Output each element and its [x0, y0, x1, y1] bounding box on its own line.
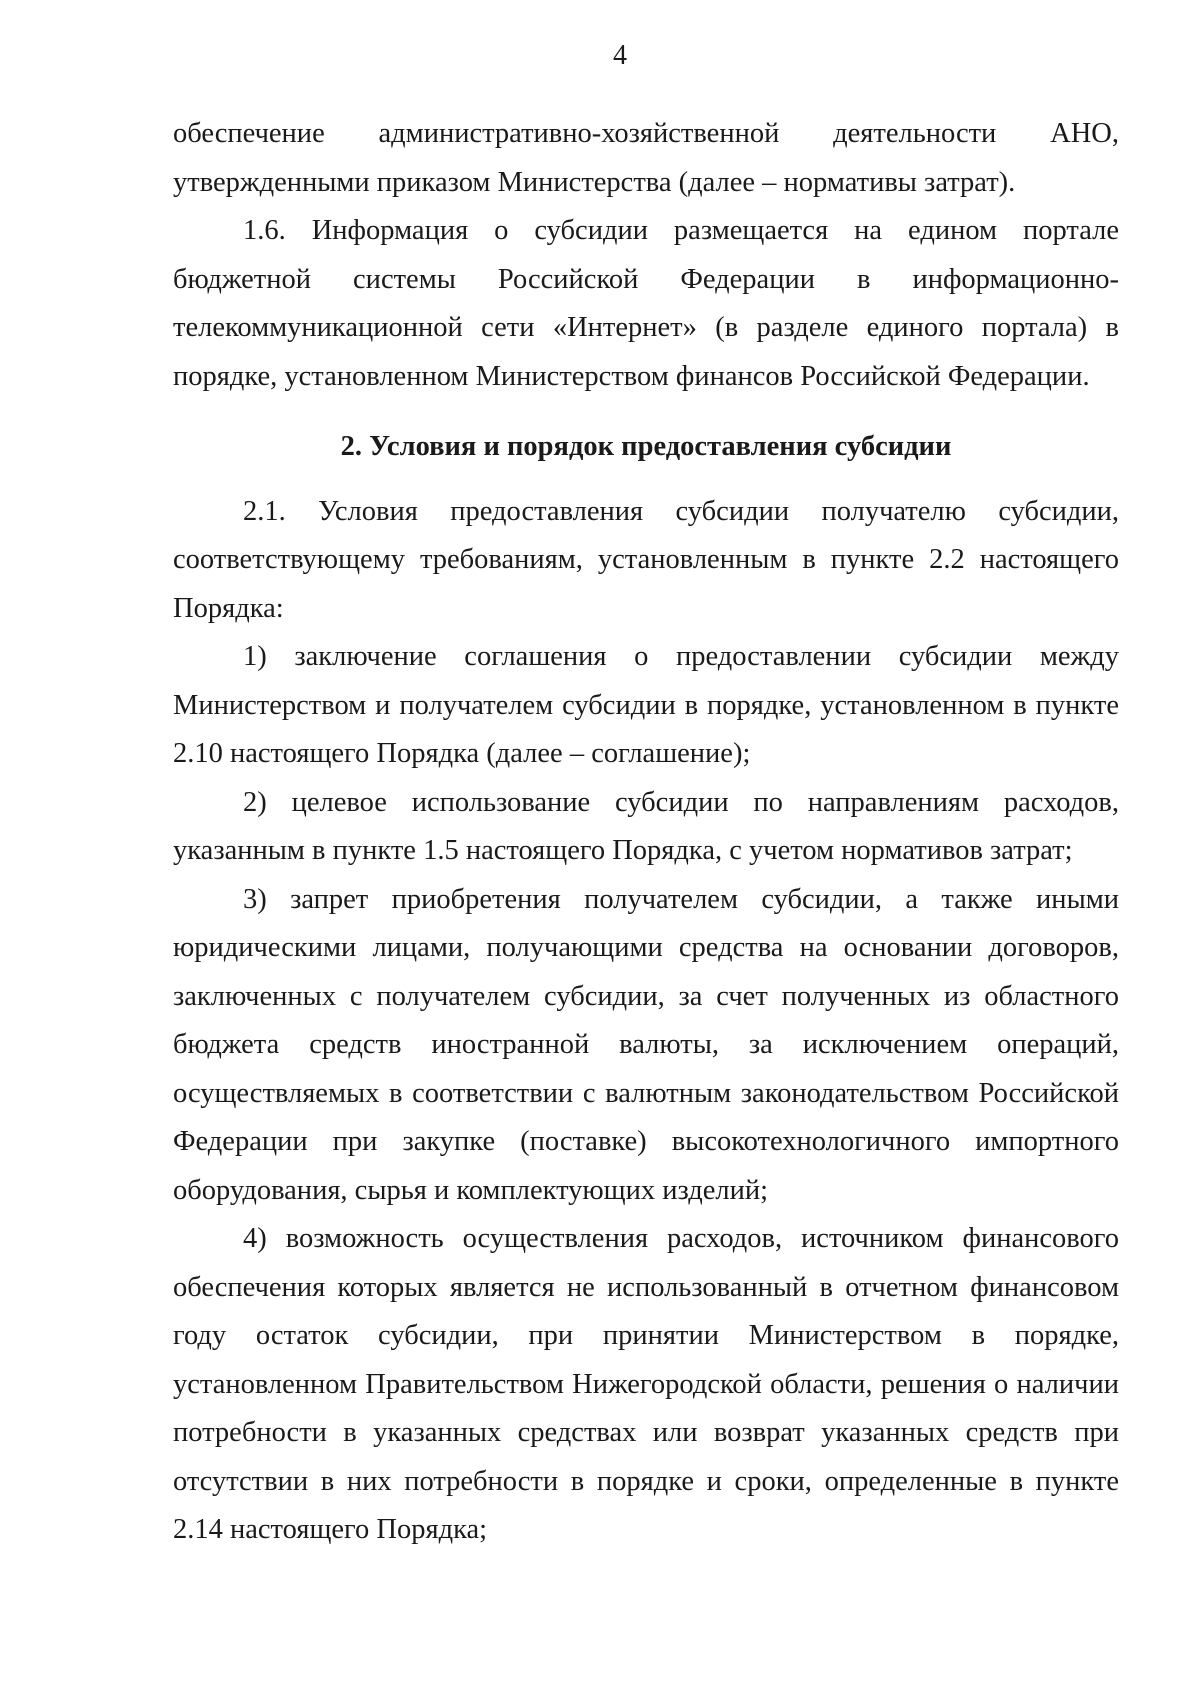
- paragraph-1-6: 1.6. Информация о субсидии размещается на едином портале бюджетной системы Российской Федерации в информационно-телекоммуникационной сети «Интернет» (в разделе единого портала) в порядке, установленном Министерством финансов Российской Федерации.: [173, 215, 1119, 392]
- paragraph-2-1: 2.1. Условия предоставления субсидии получателю субсидии, соответствующему требованиям, установленным в пункте 2.2 настоящего Порядка:: [173, 495, 1119, 624]
- page-number: 4: [613, 40, 627, 71]
- document-body: [173, 110, 1119, 1555]
- paragraph-continuation: обеспечение административно-хозяйственной деятельности АНО, утвержденными приказом Министерства (далее – нормативы затрат).: [173, 118, 1119, 198]
- list-item-2: 2) целевое использование субсидии по направлениям расходов, указанным в пункте 1.5 настоящего Порядка, с учетом нормативов затрат;: [173, 786, 1119, 866]
- list-item-1: 1) заключение соглашения о предоставлении субсидии между Министерством и получателем субсидии в порядке, установленном в пункте 2.10 настоящего Порядка (далее – соглашение);: [173, 641, 1119, 769]
- list-item-4: 4) возможность осуществления расходов, источником финансового обеспечения которых является не использованный в отчетном финансовом году остаток субсидии, при принятии Министерством в порядке, установленном Правительством Нижегородской области, решения о наличии потребности в указанных средствах или возврат указанных средств при отсутствии в них потребности в порядке и сроки, определенные в пункте 2.14 настоящего Порядка;: [173, 1223, 1119, 1545]
- list-item-3: 3) запрет приобретения получателем субсидии, а также иными юридическими лицами, получающими средства на основании договоров, заключенных с получателем субсидии, за счет полученных из областного бюджета средств иностранной валюты, за исключением операций, осуществляемых в соответствии с валютным законодательством Российской Федерации при закупке (поставке) высокотехнологичного импортного оборудования, сырья и комплектующих изделий;: [173, 883, 1119, 1206]
- section-heading: 2. Условия и порядок предоставления субсидии: [340, 431, 952, 462]
